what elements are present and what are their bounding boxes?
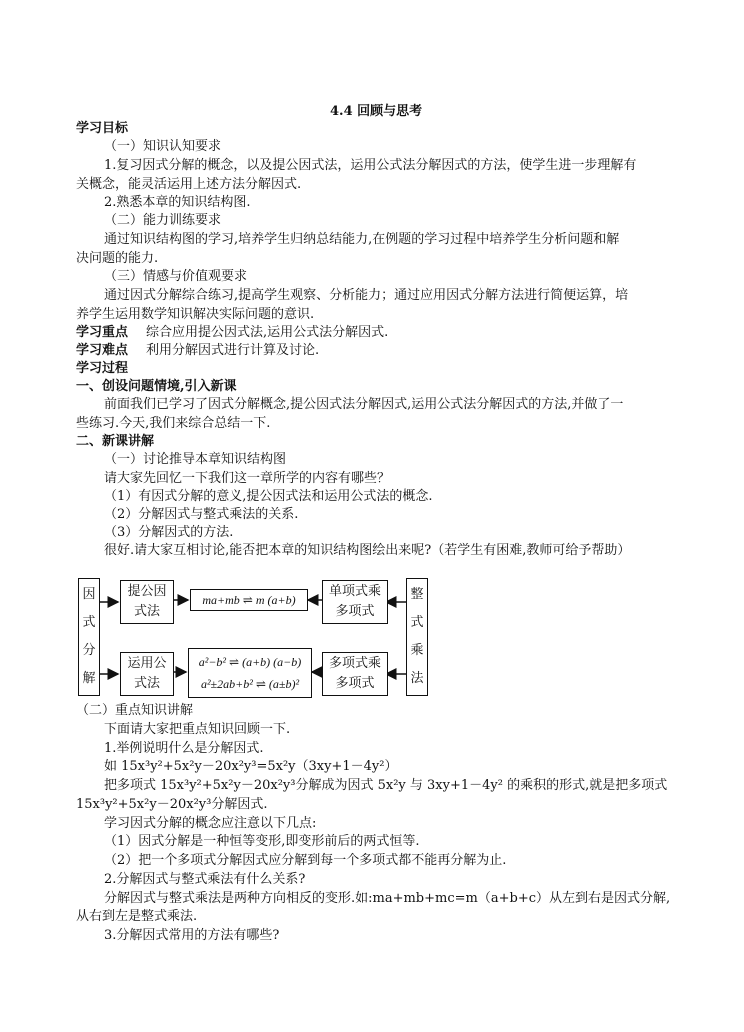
paragraph-line: 很好.请大家互相讨论,能否把本章的知识结构图绘出来呢?（若学生有困难,教师可给予帮助） bbox=[104, 543, 631, 558]
paragraph-line: 2.熟悉本章的知识结构图. bbox=[104, 195, 251, 210]
paragraph-line: 1.举例说明什么是分解因式. bbox=[104, 741, 264, 756]
key-points-text: 综合应用提公因式法,运用公式法分解因式. bbox=[146, 325, 389, 340]
formula-text: ma+mb ⇌ m (a+b) bbox=[202, 593, 296, 607]
subheading-knowledge: （一）知识认知要求 bbox=[104, 139, 222, 154]
paragraph-line: 前面我们已学习了因式分解概念,提公因式法分解因式,运用公式法分解因式的方法,并做了一 bbox=[104, 397, 624, 412]
paragraph-line: 2.分解因式与整式乘法有什么关系? bbox=[104, 872, 306, 887]
section-heading-one: 一、创设问题情境,引入新课 bbox=[76, 379, 237, 394]
paragraph-line: 通过知识结构图的学习,培养学生归纳总结能力,在例题的学习过程中培养学生分析问题和解 bbox=[104, 232, 620, 247]
box-common-factor-method bbox=[120, 580, 174, 624]
list-item: （1）因式分解是一种恒等变形,即变形前后的两式恒等. bbox=[104, 834, 420, 849]
difficult-points-text: 利用分解因式进行计算及讨论. bbox=[146, 343, 320, 358]
label-difficult-points: 学习难点 bbox=[76, 343, 129, 358]
box-multiplication-char: 乘 bbox=[410, 643, 424, 658]
formula-text: a²−b² ⇌ (a+b) (a−b) bbox=[198, 655, 302, 669]
page-title: 4.4 回顾与思考 bbox=[330, 104, 423, 119]
box-polynomial-multiplication bbox=[406, 578, 428, 696]
box-text: 多项式 bbox=[335, 604, 375, 619]
box-text: 运用公 bbox=[127, 656, 167, 671]
box-text: 式法 bbox=[133, 604, 160, 619]
paragraph-line: 决问题的能力. bbox=[76, 251, 159, 266]
box-formula-method bbox=[120, 652, 174, 696]
box-formula-common-factor bbox=[190, 589, 308, 611]
subheading-key-knowledge: （二）重点知识讲解 bbox=[76, 703, 194, 718]
paragraph-line: 些练习.今天,我们来综合总结一下. bbox=[76, 416, 271, 431]
box-text: 式法 bbox=[133, 676, 160, 691]
formula-text: a²±2ab+b² ⇌ (a±b)² bbox=[200, 677, 300, 691]
box-formula-identities bbox=[188, 648, 312, 698]
paragraph-line: 下面请大家把重点知识回顾一下. bbox=[104, 722, 291, 737]
list-item: （3）分解因式的方法. bbox=[104, 525, 234, 540]
box-text: 多项式乘 bbox=[328, 656, 381, 671]
paragraph-line: 3.分解因式常用的方法有哪些? bbox=[104, 928, 280, 943]
box-text: 多项式 bbox=[335, 676, 375, 691]
paragraph-line: 通过因式分解综合练习,提高学生观察、分析能力；通过应用因式分解方法进行简便运算，培 bbox=[104, 288, 629, 303]
section-heading-two: 二、新课讲解 bbox=[76, 434, 155, 449]
paragraph-line: 分解因式与整式乘法是两种方向相反的变形.如:ma+mb+mc=m（a+b+c）从左到右是因式分解, bbox=[104, 891, 671, 906]
section-heading-process: 学习过程 bbox=[76, 361, 129, 376]
paragraph-line: 15x³y²+5x²y－20x²y³分解因式. bbox=[76, 797, 268, 812]
paragraph-line: 养学生运用数学知识解决实际问题的意识. bbox=[76, 307, 315, 322]
subheading-emotion: （三）情感与价值观要求 bbox=[104, 269, 248, 284]
subheading-discussion: （一）讨论推导本章知识结构图 bbox=[104, 452, 287, 467]
box-polynomial-times-polynomial bbox=[322, 652, 388, 696]
box-factorization-char: 式 bbox=[82, 615, 96, 630]
box-text: 提公因 bbox=[127, 584, 167, 599]
box-factorization-char: 因 bbox=[82, 587, 96, 602]
box-factorization-char: 解 bbox=[82, 671, 96, 686]
paragraph-line: 关概念，能灵活运用上述方法分解因式. bbox=[76, 177, 302, 192]
box-text: 单项式乘 bbox=[328, 584, 381, 599]
example-formula-line: 如 15x³y²+5x²y－20x²y³=5x²y（3xy+1－4y²） bbox=[104, 759, 398, 774]
box-multiplication-char: 整 bbox=[410, 587, 424, 602]
box-monomial-times-polynomial bbox=[322, 580, 388, 624]
label-key-points: 学习重点 bbox=[76, 325, 129, 340]
list-item: （2）把一个多项式分解因式应分解到每一个多项式都不能再分解为止. bbox=[104, 853, 507, 868]
paragraph-line: 学习因式分解的概念应注意以下几点: bbox=[104, 816, 317, 831]
list-item: （2）分解因式与整式乘法的关系. bbox=[104, 507, 299, 522]
paragraph-line: 把多项式 15x³y²+5x²y－20x²y³分解成为因式 5x²y 与 3xy+1－4y² 的乘积的形式,就是把多项式 bbox=[104, 778, 668, 793]
subheading-ability: （二）能力训练要求 bbox=[104, 213, 222, 228]
list-item: （1）有因式分解的意义,提公因式法和运用公式法的概念. bbox=[104, 489, 433, 504]
box-factorization-char: 分 bbox=[82, 643, 96, 658]
section-heading-goals: 学习目标 bbox=[76, 121, 129, 136]
paragraph-line: 1.复习因式分解的概念，以及提公因式法，运用公式法分解因式的方法，使学生进一步理解有 bbox=[104, 158, 637, 173]
box-multiplication-char: 式 bbox=[410, 615, 424, 630]
paragraph-line: 从右到左是整式乘法. bbox=[76, 909, 198, 924]
box-factorization bbox=[78, 578, 100, 696]
box-multiplication-char: 法 bbox=[410, 671, 424, 686]
paragraph-line: 请大家先回忆一下我们这一章所学的内容有哪些？ bbox=[104, 471, 391, 486]
